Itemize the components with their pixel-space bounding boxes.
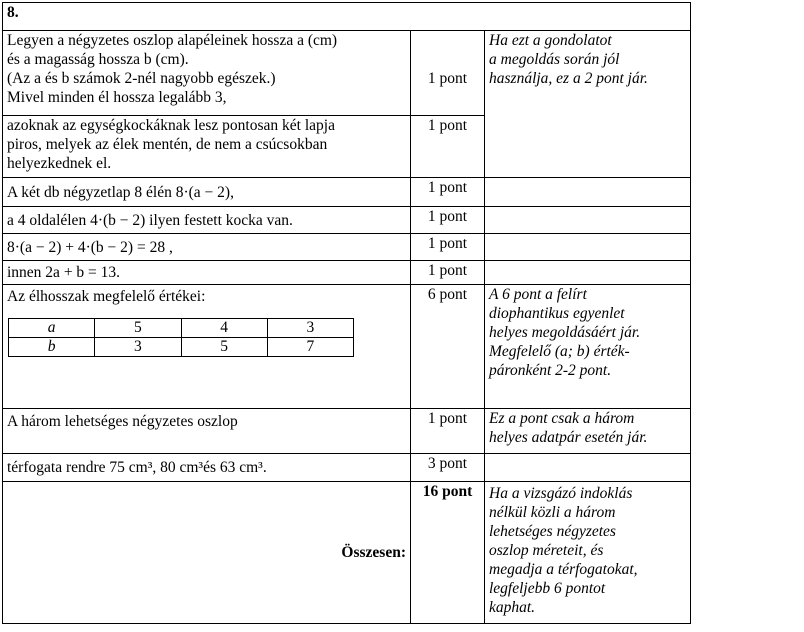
note-line: A 6 pont a felírt <box>489 286 587 303</box>
solution-text: térfogata rendre 75 cm³, 80 cm³és 63 cm³. <box>3 454 411 482</box>
note-line: diophantikus egyenlet <box>489 305 625 322</box>
note-cell <box>485 178 691 207</box>
text-line: Az élhosszak megfelelő értékei: <box>7 288 206 305</box>
points-cell: 1 pont <box>411 116 485 178</box>
value-cell: 5 <box>95 319 181 338</box>
text-line: Mivel minden él hossza legalább 3, <box>7 89 227 106</box>
note-line: helyes megoldásáért jár. <box>489 324 641 341</box>
note-cell <box>485 409 691 454</box>
value-table-row <box>9 338 354 357</box>
value-label: a <box>9 319 95 338</box>
solution-row <box>3 285 691 409</box>
points-cell: 1 pont <box>411 178 485 207</box>
solution-row <box>3 234 691 261</box>
note-line: páronként 2-2 pont. <box>489 362 612 379</box>
note-cell <box>485 482 691 624</box>
text-line: és a magasság hossza b (cm). <box>7 51 189 68</box>
text-line: helyezkednek el. <box>7 155 112 172</box>
points-cell: 6 pont <box>411 285 485 409</box>
points-cell: 1 pont <box>411 409 485 454</box>
solution-row <box>3 409 691 454</box>
note-line: a megoldás során jól <box>489 51 620 68</box>
note-line: Ez a pont csak a három <box>489 410 635 427</box>
note-cell <box>485 207 691 234</box>
text-line: azoknak az egységkockáknak lesz pontosan két lapja <box>7 117 335 134</box>
points-cell: 1 pont <box>411 234 485 261</box>
value-label: b <box>9 338 95 357</box>
note-line: Ha a vizsgázó indoklás <box>489 485 633 502</box>
solution-text: A három lehetséges négyzetes oszlop <box>3 409 411 454</box>
note-cell <box>485 234 691 261</box>
points-cell: 1 pont <box>411 261 485 285</box>
total-label: Összesen: <box>3 482 411 624</box>
value-table-row <box>9 319 354 338</box>
points-cell: 3 pont <box>411 454 485 482</box>
solution-row <box>3 207 691 234</box>
scoring-sheet <box>2 2 690 629</box>
scoring-table <box>2 2 691 624</box>
value-table <box>8 318 354 357</box>
note-line: Megfelelő (a; b) érték- <box>489 343 630 360</box>
points-cell: 1 pont <box>411 207 485 234</box>
total-points: 16 pont <box>411 482 485 624</box>
solution-text <box>3 116 411 178</box>
total-row <box>3 482 691 624</box>
solution-text: 8·(a − 2) + 4·(b − 2) = 28 , <box>3 234 411 261</box>
note-line: oszlop méreteit, és <box>489 542 604 559</box>
note-line: kaphat. <box>489 599 536 616</box>
solution-row <box>3 178 691 207</box>
note-line: legfeljebb 6 pontot <box>489 580 606 597</box>
note-cell <box>485 31 691 178</box>
solution-text <box>3 31 411 116</box>
value-cell: 3 <box>95 338 181 357</box>
solution-text: a 4 oldalélen 4·(b − 2) ilyen festett kocka van. <box>3 207 411 234</box>
solution-text: A két db négyzetlap 8 élén 8·(a − 2), <box>3 178 411 207</box>
value-cell: 7 <box>267 338 353 357</box>
text-line: piros, melyek az élek mentén, de nem a csúcsokban <box>7 136 328 153</box>
solution-row <box>3 31 691 116</box>
text-line: (Az a és b számok 2-nél nagyobb egészek.) <box>7 70 276 87</box>
note-line: lehetséges négyzetes <box>489 523 616 540</box>
text-line: Legyen a négyzetes oszlop alapéleinek hossza a (cm) <box>7 32 338 49</box>
note-cell <box>485 454 691 482</box>
note-line: használja, ez a 2 pont jár. <box>489 70 648 87</box>
value-cell: 4 <box>181 319 267 338</box>
note-cell <box>485 261 691 285</box>
solution-text: innen 2a + b = 13. <box>3 261 411 285</box>
solution-text <box>3 285 411 409</box>
solution-row <box>3 454 691 482</box>
task-header-row <box>3 3 691 31</box>
points-cell: 1 pont <box>411 31 485 116</box>
note-line: Ha ezt a gondolatot <box>489 32 612 49</box>
note-line: helyes adatpár esetén jár. <box>489 429 648 446</box>
value-cell: 3 <box>267 319 353 338</box>
value-cell: 5 <box>181 338 267 357</box>
solution-row <box>3 261 691 285</box>
note-line: megadja a térfogatokat, <box>489 561 638 578</box>
task-number: 8. <box>3 3 691 31</box>
note-line: nélkül közli a három <box>489 504 616 521</box>
note-cell <box>485 285 691 409</box>
